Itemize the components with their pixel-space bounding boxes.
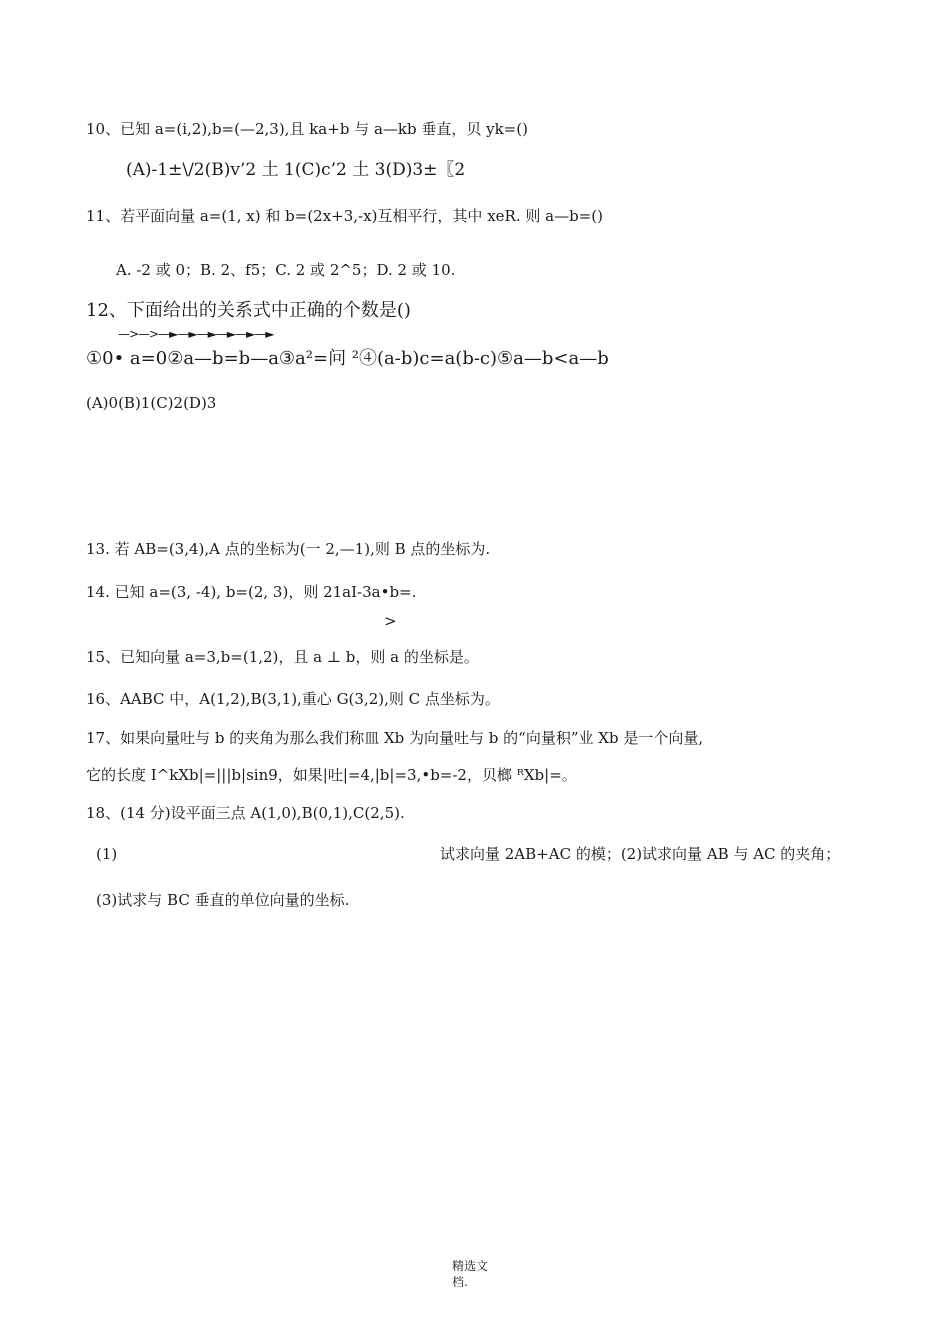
question-17-line1: 17、如果向量吐与 b 的夹角为那么我们称皿 Xb 为向量吐与 b 的“向量积”业 Xb 是一个向量,	[86, 729, 704, 747]
vector-marker: >	[384, 612, 397, 630]
question-11-stem: 11、若平面向量 a=(1, x) 和 b=(2x+3,-x)互相平行，其中 xeR. 则 a—b=()	[86, 207, 603, 225]
question-15-stem: 15、已知向量 a=3,b=(1,2)，且 a ⊥ b，则 a 的坐标是。	[86, 648, 479, 666]
question-18-part3: (3)试求与 BC 垂直的单位向量的坐标.	[96, 891, 350, 909]
question-12-stem: 12、下面给出的关系式中正确的个数是()	[86, 300, 411, 321]
question-11-options: A. -2 或 0；B. 2、f5；C. 2 或 2^5；D. 2 或 10.	[116, 261, 456, 279]
question-16-stem: 16、AABC 中，A(1,2),B(3,1),重心 G(3,2),则 C 点坐标为。	[86, 690, 500, 708]
question-18-part1-label: (1)	[96, 845, 118, 863]
question-10-stem: 10、已知 a=(i,2),b=(—2,3),且 ka+b 与 a—kb 垂直，贝 yk=()	[86, 120, 528, 138]
question-18-stem: 18、(14 分)设平面三点 A(1,0),B(0,1),C(2,5).	[86, 804, 405, 822]
question-13-stem: 13. 若 AB=(3,4),A 点的坐标为(一 2,—1),则 B 点的坐标为.	[86, 540, 491, 558]
footer-line1: 精选文	[452, 1259, 489, 1273]
question-10-options: (A)-1±\/2(B)v’2 土 1(C)c’2 土 3(D)3±〖2	[126, 160, 466, 180]
question-12-items: ①0• a=0②a—b=b—a③a²=问 ²④(a-b)c=a(b-c)⑤a—b<a—b	[86, 348, 609, 369]
question-14-stem: 14. 已知 a=(3, -4), b=(2, 3)，则 21aI-3a•b=.	[86, 583, 417, 601]
question-17-line2: 它的长度 I^kXb|=|||b|sin9，如果|吐|=4,|b|=3,•b=-2，贝榔 ᴿXb|=。	[86, 766, 577, 784]
question-12-options: (A)0(B)1(C)2(D)3	[86, 394, 217, 412]
question-18-part1-text: 试求向量 2AB+AC 的模；(2)试求向量 AB 与 AC 的夹角；	[440, 845, 841, 863]
footer-line2: 档.	[452, 1275, 468, 1289]
vector-arrows-row: —>—>—►—►—►—►—►—►	[118, 327, 274, 341]
